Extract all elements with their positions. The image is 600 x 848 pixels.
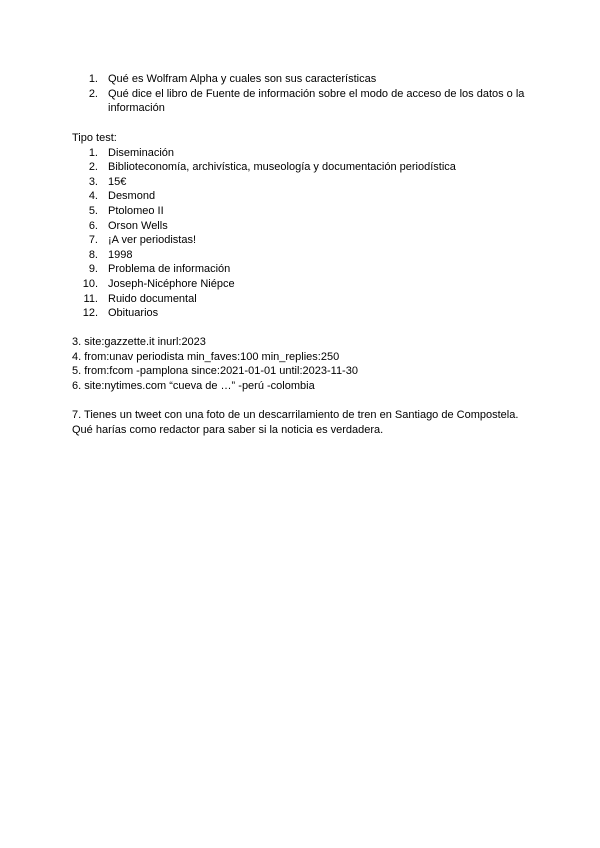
list-item-number: 6. (88, 219, 98, 232)
list-item (72, 233, 532, 248)
list-item (72, 160, 532, 175)
list-item (72, 204, 532, 219)
list-item-text: Qué dice el libro de Fuente de información sobre el modo de acceso de los datos o la información (108, 87, 525, 115)
list-item (72, 292, 532, 307)
list-item (72, 146, 532, 161)
list-item (72, 306, 532, 321)
list-item-text: 1998 (108, 248, 133, 261)
list-item (72, 72, 532, 87)
list-item-text: Joseph-Nicéphore Niépce (108, 277, 235, 290)
list-item-text: Orson Wells (108, 219, 168, 232)
list-item-text: Ruido documental (108, 292, 197, 305)
tipo-test-list (72, 146, 532, 321)
list-item (72, 175, 532, 190)
list-item (72, 219, 532, 234)
list-item-number: 5. (88, 204, 98, 217)
list-item-text: Qué es Wolfram Alpha y cuales son sus características (108, 73, 377, 85)
search-query-line: 4. from:unav periodista min_faves:100 min_replies:250 (72, 350, 340, 363)
tipo-test-heading: Tipo test: (72, 132, 117, 144)
list-item-text: 15€ (108, 175, 127, 188)
list-item-number: 10. (82, 277, 98, 290)
list-item (72, 189, 532, 204)
list-item-text: Diseminación (108, 146, 175, 159)
list-item-number: 1. (88, 146, 98, 159)
list-item-number: 3. (88, 175, 98, 188)
list-item (72, 87, 532, 116)
list-item-text: Problema de información (108, 263, 231, 276)
list-item (72, 262, 532, 277)
list-item (72, 248, 532, 263)
list-item-text: Desmond (108, 190, 156, 203)
list-item-number: 4. (88, 190, 98, 203)
list-item-number: 7. (88, 234, 98, 247)
search-queries-section (72, 335, 532, 393)
list-item-number: 2. (88, 161, 98, 174)
list-item-text: Obituarios (108, 307, 159, 320)
search-query-line: 3. site:gazzette.it inurl:2023 (72, 336, 206, 348)
list-item-number: 9. (88, 263, 98, 276)
top-list (72, 72, 532, 116)
top-list-section (72, 72, 532, 116)
list-item-number: 2. (88, 87, 98, 100)
list-item-text: Biblioteconomía, archivística, museología y documentación periodística (108, 161, 456, 174)
list-item-number: 8. (88, 248, 98, 261)
list-item-text: ¡A ver periodistas! (108, 234, 197, 247)
list-item-number: 12. (82, 307, 98, 320)
list-item (72, 277, 532, 292)
question-7-paragraph: 7. Tienes un tweet con una foto de un descarrilamiento de tren en Santiago de Compostela. Qué harías como redactor para saber si la noticia es verdadera. (72, 409, 519, 436)
list-item-number: 11. (83, 292, 98, 305)
list-item-text: Ptolomeo II (108, 204, 164, 217)
search-query-line: 6. site:nytimes.com “cueva de …” -perú -colombia (72, 379, 315, 392)
search-query-line: 5. from:fcom -pamplona since:2021-01-01 until:2023-11-30 (72, 365, 358, 378)
list-item-number: 1. (88, 73, 98, 85)
tipo-test-section (72, 131, 532, 321)
